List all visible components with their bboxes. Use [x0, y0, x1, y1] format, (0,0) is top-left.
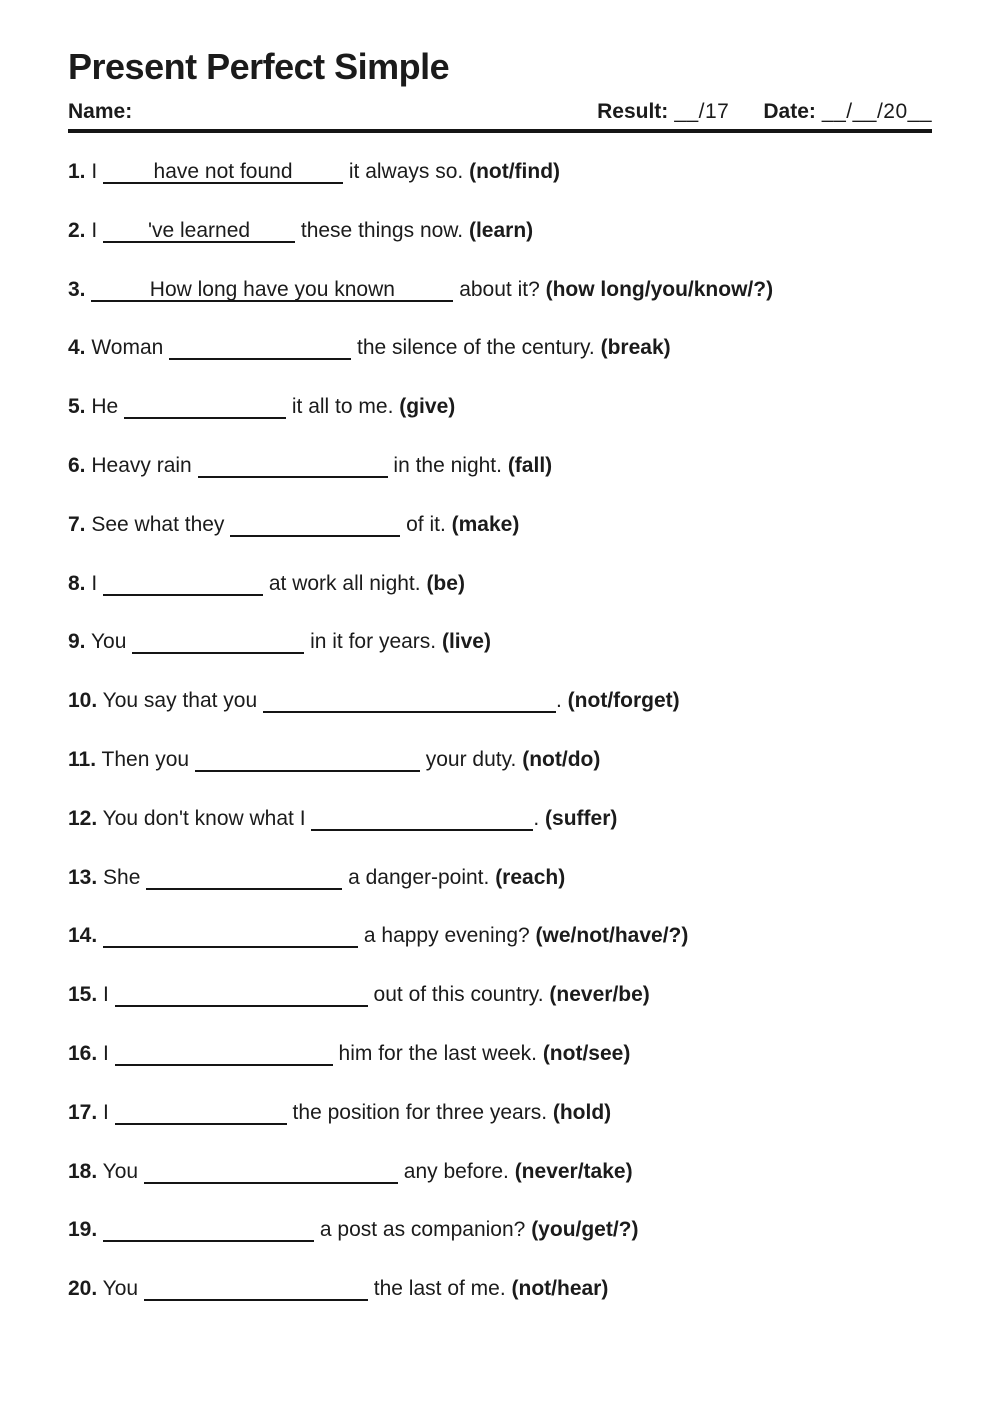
exercise-row — [68, 1042, 932, 1066]
exercise-hint: (you/get/?) — [531, 1218, 639, 1242]
exercise-blank[interactable] — [230, 514, 400, 537]
exercise-post-text: out of this country. — [367, 983, 550, 1007]
exercise-pre-text: I — [97, 1100, 115, 1124]
exercise-number: 2. — [68, 218, 86, 242]
exercise-post-text: . — [533, 806, 546, 830]
date-value: __/__/20__ — [821, 100, 932, 123]
result-field — [597, 100, 729, 124]
exercise-number: 19. — [68, 1218, 98, 1242]
exercise-blank[interactable] — [144, 1278, 368, 1301]
exercise-post-text: any before. — [397, 1159, 515, 1183]
exercise-post-text: a happy evening? — [358, 924, 536, 948]
exercise-post-text: it all to me. — [286, 395, 400, 419]
exercise-blank[interactable] — [311, 808, 533, 831]
exercise-blank[interactable]: have not found — [103, 161, 343, 184]
exercise-row — [68, 395, 932, 419]
exercise-blank[interactable]: 've learned — [103, 220, 295, 243]
exercise-blank[interactable] — [115, 984, 368, 1007]
exercise-blank[interactable] — [124, 396, 286, 419]
exercise-hint: (we/not/have/?) — [535, 924, 689, 948]
exercise-post-text: a danger-point. — [342, 865, 496, 889]
exercise-post-text: in the night. — [387, 453, 508, 477]
exercise-hint: (how long/you/know/?) — [545, 277, 774, 301]
exercise-row — [68, 866, 932, 890]
exercise-blank[interactable] — [115, 1102, 287, 1125]
exercise-number: 10. — [68, 689, 98, 713]
exercise-list — [68, 160, 932, 1301]
exercise-number: 12. — [68, 806, 98, 830]
exercise-number: 14. — [68, 924, 98, 948]
exercise-blank[interactable] — [115, 1043, 333, 1066]
exercise-number: 6. — [68, 453, 86, 477]
exercise-blank[interactable] — [132, 631, 304, 654]
exercise-blank[interactable]: How long have you known — [91, 279, 453, 302]
exercise-row — [68, 807, 932, 831]
exercise-hint: (break) — [600, 336, 671, 360]
exercise-number: 20. — [68, 1277, 98, 1301]
result-label: Result: — [597, 100, 669, 123]
exercise-post-text: the last of me. — [367, 1277, 512, 1301]
exercise-pre-text: I — [85, 571, 104, 595]
exercise-row — [68, 219, 932, 243]
exercise-hint: (never/be) — [549, 983, 650, 1007]
exercise-hint: (live) — [441, 630, 491, 654]
exercise-pre-text: I — [85, 160, 104, 183]
exercise-hint: (give) — [399, 395, 456, 419]
name-label: Name: — [68, 100, 133, 123]
exercise-hint: (never/take) — [514, 1159, 633, 1183]
worksheet-header — [68, 100, 932, 124]
exercise-row — [68, 689, 932, 713]
exercise-number: 1. — [68, 160, 86, 183]
result-value: __/17 — [674, 100, 730, 123]
worksheet-title: Present Perfect Simple — [68, 46, 450, 87]
exercise-blank[interactable] — [144, 1161, 398, 1184]
exercise-number: 13. — [68, 865, 98, 889]
exercise-blank[interactable] — [263, 690, 556, 713]
exercise-pre-text: Woman — [85, 336, 170, 360]
exercise-blank[interactable] — [195, 749, 420, 772]
exercise-row — [68, 336, 932, 360]
exercise-hint: (be) — [426, 571, 465, 595]
date-label: Date: — [763, 100, 816, 123]
exercise-pre-text: You say that you — [97, 689, 263, 713]
exercise-post-text: of it. — [400, 512, 452, 536]
exercise-pre-text: I — [97, 983, 115, 1007]
exercise-blank[interactable] — [103, 925, 358, 948]
exercise-hint: (fall) — [507, 453, 553, 477]
exercise-row — [68, 1218, 932, 1242]
exercise-hint: (not/do) — [522, 747, 601, 771]
exercise-post-text: your duty. — [419, 747, 523, 771]
exercise-hint: (reach) — [495, 865, 566, 889]
name-field — [68, 100, 132, 124]
exercise-pre-text: I — [97, 1041, 115, 1065]
exercise-hint: (make) — [451, 512, 520, 536]
exercise-row — [68, 160, 932, 184]
exercise-pre-text: You — [85, 630, 133, 654]
exercise-pre-text: Heavy rain — [85, 453, 198, 477]
exercise-pre-text: You — [97, 1159, 144, 1183]
exercise-hint: (not/see) — [542, 1041, 631, 1065]
exercise-blank[interactable] — [198, 455, 388, 478]
exercise-hint: (suffer) — [545, 806, 618, 830]
exercise-number: 18. — [68, 1159, 98, 1183]
exercise-number: 3. — [68, 277, 86, 301]
exercise-row — [68, 1101, 932, 1125]
exercise-row — [68, 513, 932, 537]
header-divider — [68, 129, 932, 133]
exercise-pre-text: He — [85, 395, 125, 419]
exercise-row — [68, 748, 932, 772]
exercise-pre-text: You — [97, 1277, 144, 1301]
exercise-pre-text: See what they — [85, 512, 231, 536]
exercise-post-text: . — [556, 689, 568, 713]
date-field — [763, 100, 932, 124]
exercise-post-text: at work all night. — [263, 571, 427, 595]
exercise-hint: (not/hear) — [511, 1277, 609, 1301]
exercise-hint: (learn) — [468, 218, 534, 242]
exercise-hint: (not/find) — [469, 160, 561, 183]
exercise-row — [68, 1160, 932, 1184]
exercise-pre-text: You don't know what I — [97, 806, 312, 830]
exercise-post-text: the position for three years. — [286, 1100, 553, 1124]
exercise-row — [68, 924, 932, 948]
exercise-post-text: about it? — [453, 277, 546, 301]
exercise-hint: (hold) — [552, 1100, 612, 1124]
exercise-row — [68, 630, 932, 654]
exercise-post-text: it always so. — [343, 160, 470, 183]
exercise-row — [68, 454, 932, 478]
exercise-blank[interactable] — [146, 867, 342, 890]
exercise-row — [68, 1277, 932, 1301]
exercise-number: 5. — [68, 395, 86, 419]
exercise-post-text: him for the last week. — [332, 1041, 543, 1065]
exercise-number: 4. — [68, 336, 86, 360]
exercise-post-text: in it for years. — [304, 630, 442, 654]
exercise-post-text: these things now. — [295, 218, 469, 242]
exercise-pre-text: Then you — [96, 747, 195, 771]
exercise-number: 15. — [68, 983, 98, 1007]
exercise-number: 7. — [68, 512, 86, 536]
exercise-post-text: a post as companion? — [314, 1218, 532, 1242]
exercise-blank[interactable] — [103, 1219, 314, 1242]
exercise-number: 17. — [68, 1100, 98, 1124]
exercise-number: 9. — [68, 630, 86, 654]
exercise-pre-text: I — [85, 218, 104, 242]
exercise-blank[interactable] — [103, 573, 263, 596]
exercise-number: 16. — [68, 1041, 98, 1065]
exercise-pre-text: She — [97, 865, 147, 889]
exercise-number: 8. — [68, 571, 86, 595]
header-right-group — [597, 100, 932, 124]
exercise-row — [68, 572, 932, 596]
exercise-number: 11. — [68, 747, 97, 771]
exercise-row — [68, 278, 932, 302]
exercise-row — [68, 983, 932, 1007]
exercise-blank[interactable] — [169, 337, 351, 360]
exercise-post-text: the silence of the century. — [351, 336, 601, 360]
exercise-hint: (not/forget) — [567, 689, 680, 713]
